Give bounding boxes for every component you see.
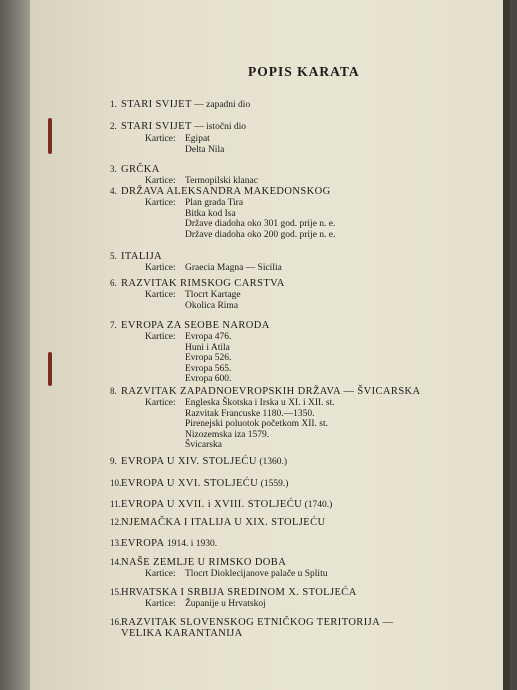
list-item: 8. RAZVITAK ZAPADNOEVROPSKIH DRŽAVA — ŠVICARSKA Kartice: Engleska Škotska i Irska u XI. i XII. st. Razvitak Francuske 1180.—1350. Pirenejski poluotok početkom XII. st. Nizozemska iza 1579. Švicarska bbox=[110, 386, 421, 450]
list-item: 9. EVROPA U XIV. STOLJEĆU (1360.) bbox=[110, 456, 288, 467]
map-title: RAZVITAK RIMSKOG CARSTVA bbox=[121, 278, 285, 289]
kartica-item: Države diadoha oko 301 god. prije n. e. bbox=[185, 219, 336, 229]
map-subtitle: — istočni dio bbox=[194, 122, 246, 132]
kartica-item: Engleska Škotska i Irska u XI. i XII. st. bbox=[185, 398, 335, 408]
kartica-item: Evropa 526. bbox=[185, 353, 232, 363]
kartice-label: Kartice: bbox=[145, 569, 176, 579]
map-title: EVROPA bbox=[121, 538, 165, 549]
list-item: 3. GRČKA Kartice: Termopilski klanac bbox=[110, 164, 258, 186]
list-item: 12.NJEMAČKA I ITALIJA U XIX. STOLJEĆU bbox=[110, 517, 326, 528]
list-item: 2. STARI SVIJET — istočni dio Kartice: Egipat Delta Nila bbox=[110, 121, 246, 155]
list-item: 4. DRŽAVA ALEKSANDRA MAKEDONSKOG Kartice: Plan grada Tira Bitka kod Isa Države diadoha oko 301 god. prije n. e. Države diadoha oko 200 god. prije n. e. bbox=[110, 186, 336, 240]
kartica-item: Švicarska bbox=[185, 440, 222, 450]
map-title: EVROPA U XIV. STOLJEĆU bbox=[121, 456, 257, 467]
map-title: RAZVITAK ZAPADNOEVROPSKIH DRŽAVA — ŠVICARSKA bbox=[121, 386, 421, 397]
kartice-list bbox=[145, 176, 258, 187]
list-item: 14.NAŠE ZEMLJE U RIMSKO DOBA Kartice: Tlocrt Dioklecijanove palače u Splitu bbox=[110, 557, 328, 579]
map-title: STARI SVIJET bbox=[121, 121, 192, 132]
list-item: 6. RAZVITAK RIMSKOG CARSTVA Kartice: Tlocrt Kartage Okolica Rima bbox=[110, 278, 285, 311]
kartica-item: Egipat bbox=[185, 134, 210, 144]
map-subtitle: 1914. i 1930. bbox=[166, 539, 218, 549]
map-title: HRVATSKA I SRBIJA SREDINOM X. STOLJEĆA bbox=[121, 587, 357, 598]
kartica-item: Huni i Atila bbox=[185, 342, 230, 353]
map-subtitle: (1740.) bbox=[304, 500, 333, 510]
kartica-item: Delta Nila bbox=[185, 144, 225, 155]
document-page bbox=[30, 0, 510, 690]
kartice-label: Kartice: bbox=[145, 290, 176, 300]
kartica-item: Nizozemska iza 1579. bbox=[185, 429, 270, 440]
page-edge bbox=[503, 0, 510, 690]
kartice-list bbox=[145, 290, 285, 311]
kartica-item: Tlocrt Dioklecijanove palače u Splitu bbox=[185, 569, 328, 579]
map-title: STARI SVIJET bbox=[121, 99, 192, 110]
page-title: POPIS KARATA bbox=[248, 64, 360, 79]
map-subtitle: (1559.) bbox=[260, 479, 289, 489]
kartica-item: Države diadoha oko 200 god. prije n. e. bbox=[185, 229, 336, 240]
list-item: 5. ITALIJA Kartice: Graecia Magna — Sicilia bbox=[110, 251, 282, 273]
kartica-item: Pirenejski poluotok početkom XII. st. bbox=[185, 419, 329, 429]
kartica-item: Plan grada Tira bbox=[185, 198, 244, 208]
list-item: 13.EVROPA 1914. i 1930. bbox=[110, 538, 218, 549]
map-title: GRČKA bbox=[121, 164, 160, 175]
kartice-label: Kartice: bbox=[145, 332, 176, 342]
kartice-list bbox=[145, 398, 421, 451]
list-item: 1. STARI SVIJET — zapadni dio bbox=[110, 99, 251, 110]
kartica-item: Razvitak Francuske 1180.—1350. bbox=[185, 408, 315, 419]
map-title: NAŠE ZEMLJE U RIMSKO DOBA bbox=[121, 557, 287, 568]
kartice-list bbox=[145, 134, 246, 155]
kartice-label: Kartice: bbox=[145, 198, 176, 208]
list-item: 11.EVROPA U XVII. i XVIII. STOLJEĆU (1740.) bbox=[110, 499, 333, 510]
kartica-item: Evropa 476. bbox=[185, 332, 232, 342]
kartica-item: Tlocrt Kartage bbox=[185, 290, 241, 300]
map-subtitle: — zapadni dio bbox=[194, 100, 251, 110]
kartice-list bbox=[145, 332, 270, 385]
map-title: EVROPA U XVII. i XVIII. STOLJEĆU bbox=[121, 499, 303, 510]
kartice-label: Kartice: bbox=[145, 263, 176, 273]
map-title: EVROPA ZA SEOBE NARODA bbox=[121, 320, 270, 331]
kartica-item: Graecia Magna — Sicilia bbox=[185, 263, 282, 273]
list-item: 15.HRVATSKA I SRBIJA SREDINOM X. STOLJEĆA Kartice: Županije u Hrvatskoj bbox=[110, 587, 357, 609]
kartica-item: Županije u Hrvatskoj bbox=[185, 599, 266, 609]
map-title: DRŽAVA ALEKSANDRA MAKEDONSKOG bbox=[121, 186, 331, 197]
kartice-list bbox=[145, 198, 335, 240]
kartice-label: Kartice: bbox=[145, 599, 176, 609]
kartice-label: Kartice: bbox=[145, 134, 176, 144]
kartica-item: Bitka kod Isa bbox=[185, 208, 236, 219]
map-title-continued: VELIKA KARANTANIJA bbox=[121, 628, 243, 639]
kartice-list bbox=[145, 263, 282, 274]
kartica-item: Okolica Rima bbox=[185, 300, 239, 311]
kartica-item: Evropa 600. bbox=[185, 374, 232, 384]
list-item: 7. EVROPA ZA SEOBE NARODA Kartice: Evropa 476. Huni i Atila Evropa 526. Evropa 565. Evropa 600. bbox=[110, 320, 270, 384]
map-subtitle: (1360.) bbox=[259, 457, 288, 467]
kartica-item: Termopilski klanac bbox=[185, 176, 258, 186]
kartice-label: Kartice: bbox=[145, 176, 176, 186]
list-item: 16.RAZVITAK SLOVENSKOG ETNIČKOG TERITORIJA — VELIKA KARANTANIJA bbox=[110, 617, 394, 639]
binding-thread bbox=[48, 352, 52, 386]
list-item: 10.EVROPA U XVI. STOLJEĆU (1559.) bbox=[110, 478, 289, 489]
kartice-label: Kartice: bbox=[145, 398, 176, 408]
map-title: ITALIJA bbox=[121, 251, 163, 262]
map-title: RAZVITAK SLOVENSKOG ETNIČKOG TERITORIJA — bbox=[121, 617, 394, 628]
kartica-item: Evropa 565. bbox=[185, 363, 232, 374]
kartice-list bbox=[145, 599, 357, 610]
binding-thread bbox=[48, 118, 52, 154]
map-title: EVROPA U XVI. STOLJEĆU bbox=[121, 478, 259, 489]
kartice-list bbox=[145, 569, 327, 580]
map-title: NJEMAČKA I ITALIJA U XIX. STOLJEĆU bbox=[121, 517, 326, 528]
